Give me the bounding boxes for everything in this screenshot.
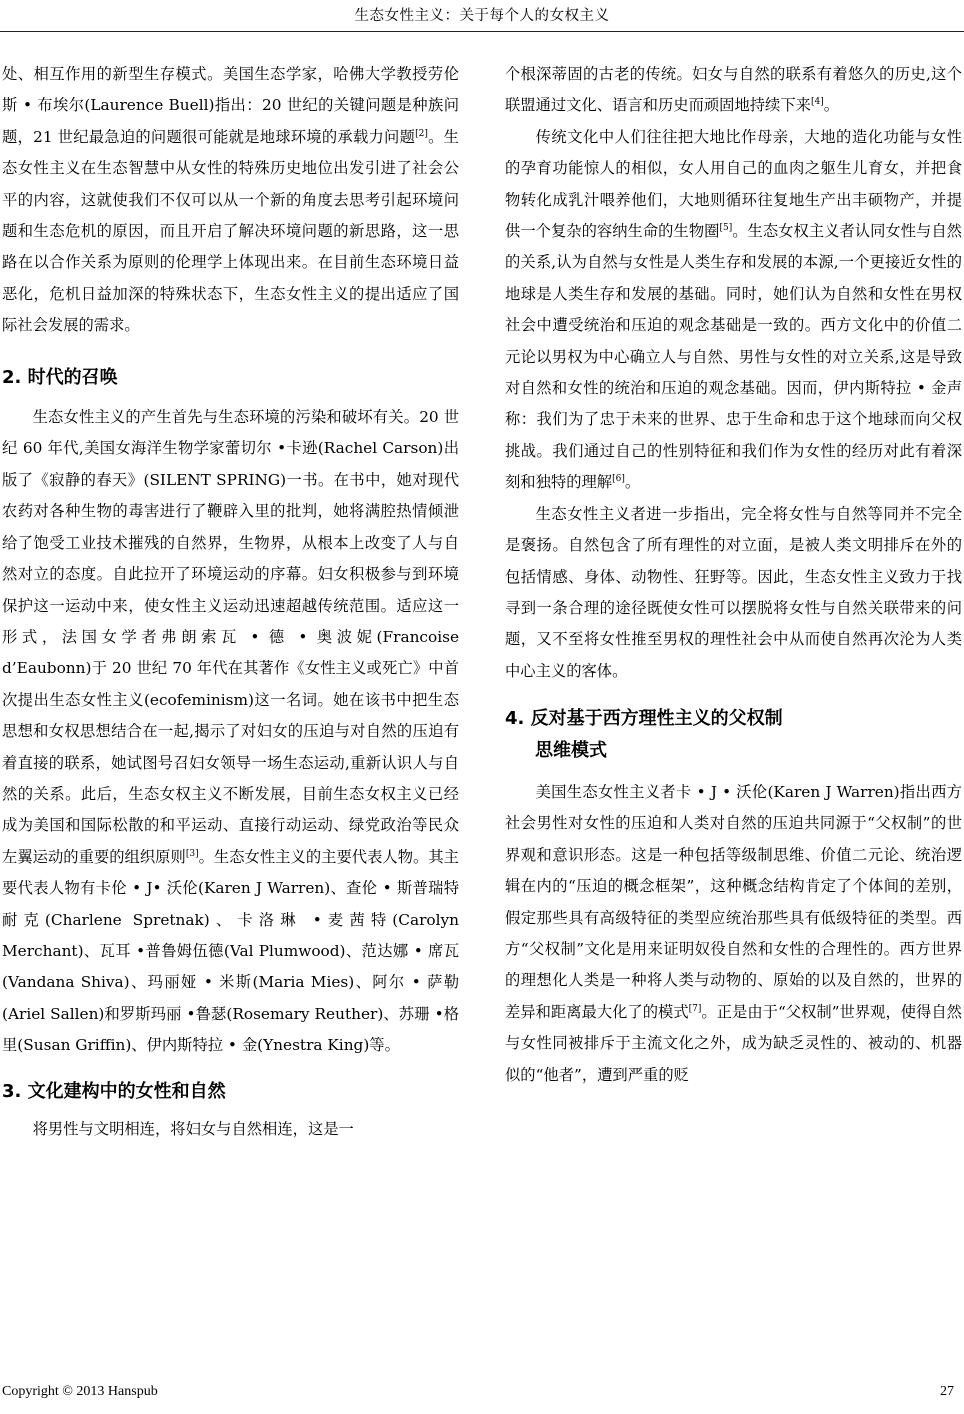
paragraph: 将男性与文明相连，将妇女与自然相连，这是一	[32, 1120, 354, 1138]
citation: [4]	[810, 97, 824, 108]
citation: [2]	[415, 128, 428, 139]
paragraph: 传统文化中人们往往把大地比作母亲，大地的造化功能与女性的孕育功能惊人的相似，女人用自己的血肉之躯生儿育女，并把食物转化成乳汁喂养他们，大地则循环往复地生产出丰硕物产，并提供一个复杂的容纳生命的生物圈[5]。生态女权主义者认同女性与自然的关系,认为自然与女性是人类生存和发展的本源,一个更接近女性的地球是人类生存和发展的基础。同时，她们认为自然和女性在男权社会中遭受统治和压迫的观念基础是一致的。西方文化中的价值二元论以男权为中心确立人与自然、男性与女性的对立关系,这是导致对自然和女性的统治和压迫的观念基础。因而，伊内斯特拉 • 金声称：我们为了忠于未来的世界、忠于生命和忠于这个地球而向父权挑战。我们通过自己的性别特征和我们作为女性的经历对此有着深刻和独特的理解[6]。	[505, 127, 962, 492]
left-column	[2, 59, 459, 1145]
paragraph: 美国生态女性主义者卡 • J • 沃伦(Karen J Warren)指出西方社会男性对女性的压迫和人类对自然的压迫共同源于“父权制”的世界观和意识形态。这是一种包括等级制思维、价值二元论、统治逻辑在内的“压迫的概念框架”，这种概念结构肯定了个体间的差别，假定那些具有高级特征的类型应统治那些具有低级特征的类型。西方“父权制”文化是用来证明奴役自然和女性的合理性的。西方世界的理想化人类是一种将人类与动物的、原始的以及自然的，世界的差异和距离最大化了的模式[7]。正是由于“父权制”世界观，使得自然与女性同被排斥于主流文化之外，成为缺乏灵性的、被动的、机器似的“他者”，遭到严重的贬	[505, 782, 962, 1084]
running-head: 生态女性主义：关于每个人的女权主义	[354, 8, 610, 24]
paragraph: 生态女性主义的产生首先与生态环境的污染和破坏有关。20 世纪 60 年代,美国女海洋生物学家蕾切尔 •卡逊(Rachel Carson)出版了《寂静的春天》(SILENT SPRING)一书。在书中，她对现代农药对各种生物的毒害进行了鞭辟入里的批判，她将满腔热情倾泄给了饱受工业技术摧残的自然界，生物界，从根本上改变了人与自然对立的态度。自此拉开了环境运动的序幕。妇女积极参与到环境保护这一运动中来，使女性主义运动迅速超越传统范围。适应这一形式，法国女学者弗朗索瓦 • 德 • 奥波妮(Francoise d’Eaubonn)于 20 世纪 70 年代在其著作《女性主义或死亡》中首次提出生态女性主义(ecofeminism)这一名词。她在该书中把生态思想和女权思想结合在一起,揭示了对妇女的压迫与对自然的压迫有着直接的联系，她试图号召妇女领导一场生态运动,重新认识人与自然的关系。此后，生态女权主义不断发展，目前生态女权主义已经成为美国和国际松散的和平运动、直接行动运动、绿党政治等民众左翼运动的重要的组织原则[3]。生态女性主义的主要代表人物。其主要代表人物有卡伦 • J• 沃伦(Karen J Warren)、查伦 • 斯普瑞特耐克(Charlene Spretnak)、卡洛琳 •麦茜特(Carolyn Merchant)、瓦耳 •普鲁姆伍德(Val Plumwood)、范达娜 • 席瓦(Vandana Shiva)、玛丽娅 • 米斯(Maria Mies)、阿尔 • 萨勒(Ariel Sallen)和罗斯玛丽 •鲁瑟(Rosemary Reuther)、苏珊 •格里(Susan Griffin)、伊内斯特拉 • 金(Ynestra King)等。	[2, 408, 459, 1055]
citation: [3]	[185, 848, 199, 859]
section-heading-4: 4. 反对基于西方理性主义的父权制 思维模式	[505, 708, 783, 761]
section-heading-3: 3. 文化建构中的女性和自然	[2, 1080, 226, 1102]
citation: [5]	[719, 222, 733, 233]
citation: [7]	[688, 1003, 702, 1014]
header-rule	[0, 31, 964, 32]
citation: [6]	[612, 474, 625, 485]
right-column	[505, 59, 962, 1091]
paragraph: 生态女性主义者进一步指出，完全将女性与自然等同并不完全是褒扬。自然包含了所有理性的对立面，是被人类文明排斥在外的包括情感、身体、动物性、狂野等。因此，生态女性主义致力于找寻到一条合理的途径既使女性可以摆脱将女性与自然关联带来的问题，又不至将女性推至男权的理性社会中从而使自然再次沦为人类中心主义的客体。	[505, 504, 962, 680]
paragraph: 个根深蒂固的古老的传统。妇女与自然的联系有着悠久的历史,这个联盟通过文化、语言和历史而顽固地持续下来[4]。	[505, 65, 962, 115]
page-number: 27	[940, 1384, 954, 1399]
paragraph: 处、相互作用的新型生存模式。美国生态学家，哈佛大学教授劳伦斯 • 布埃尔(Laurence Buell)指出：20 世纪的关键问题是种族问题，21 世纪最急迫的问题很可能就是地球环境的承载力问题[2]。生态女性主义在生态智慧中从女性的特殊历史地位出发引进了社会公平的内容，这就使我们不仅可以从一个新的角度去思考引起环境问题和生态危机的原因，而且开启了解决环境问题的新思路，这一思路在以合作关系为原则的伦理学上体现出来。在目前生态环境日益恶化，危机日益加深的特殊状态下，生态女性主义的提出适应了国际社会发展的需求。	[2, 65, 459, 335]
copyright-notice: Copyright © 2013 Hanspub	[2, 1384, 158, 1399]
section-heading-2: 2. 时代的召唤	[2, 366, 118, 388]
